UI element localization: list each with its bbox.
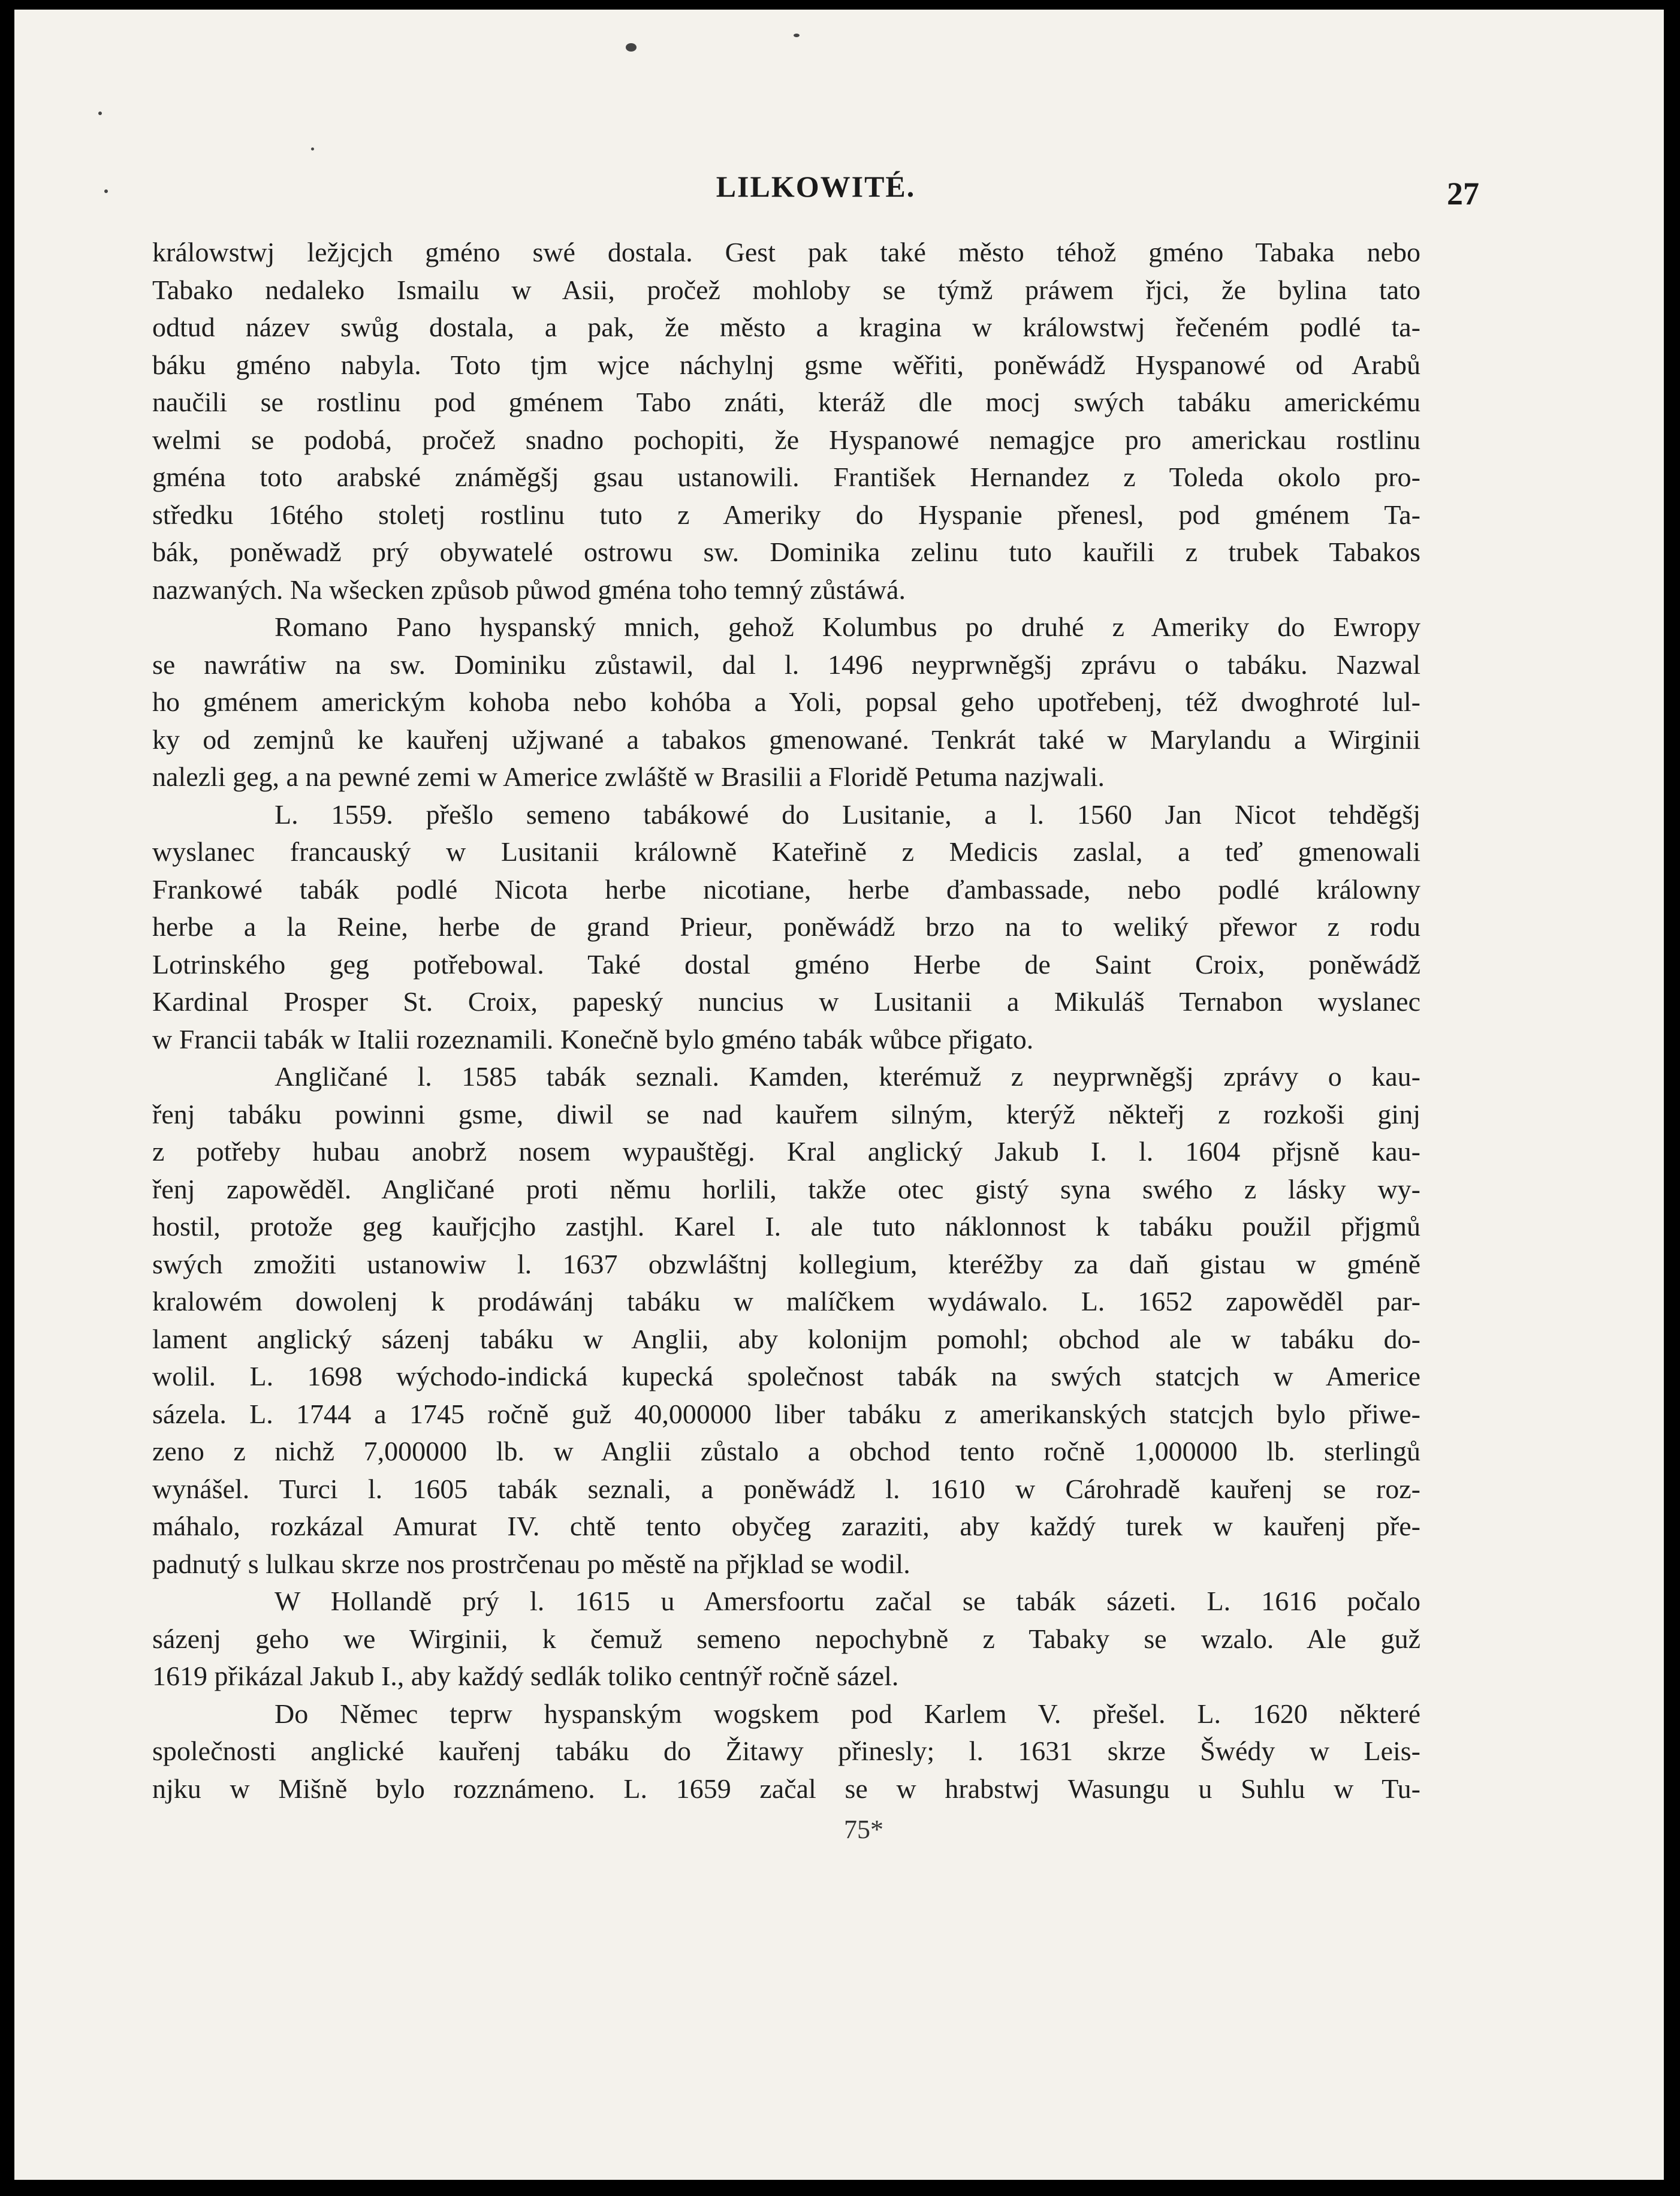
text-line: lament anglický sázenj tabáku w Anglii, aby kolonijm pomohl; obchod ale w tabáku do-	[152, 1323, 1420, 1354]
text-line: herbe a la Reine, herbe de grand Prieur, poněwádž brzo na to weliký přewor z rodu	[152, 911, 1420, 942]
text-line: hostil, protože geg kauřjcjho zastjhl. Karel I. ale tuto náklonnost k tabáku použil přjgmů	[152, 1211, 1420, 1242]
text-line: Romano Pano hyspanský mnich, gehož Kolumbus po druhé z Ameriky do Ewropy	[275, 611, 1420, 642]
ink-speck	[311, 147, 314, 150]
text-line: gména toto arabské známěgšj gsau ustanowili. František Hernandez z Toleda okolo pro-	[152, 462, 1420, 492]
text-line: ky od zemjnů ke kauřenj užjwané a tabakos gmenowané. Tenkrát také w Marylandu a Wirginii	[152, 724, 1420, 755]
paragraph	[152, 1058, 1420, 1583]
text-line: středku 16tého stoletj rostlinu tuto z Ameriky do Hyspanie přenesl, pod gménem Ta-	[152, 499, 1420, 530]
text-line: řenj tabáku powinni gsme, diwil se nad kauřem silným, kterýž někteřj z rozkoši ginj	[152, 1098, 1420, 1129]
page-number: 27	[1447, 176, 1479, 212]
ink-speck	[794, 34, 800, 37]
text-line: naučili se rostlinu pod gménem Tabo znáti, kteráž dle mocj swých tabáku americkému	[152, 387, 1420, 417]
text-line: se nawrátiw na sw. Dominiku zůstawil, dal l. 1496 neyprwněgšj zprávu o tabáku. Nazwal	[152, 649, 1420, 680]
text-line: L. 1559. přešlo semeno tabákowé do Lusitanie, a l. 1560 Jan Nicot tehděgšj	[275, 799, 1420, 830]
paragraph	[152, 1583, 1420, 1695]
text-line: sázenj geho we Wirginii, k čemuž semeno nepochybně z Tabaky se wzalo. Ale guž	[152, 1623, 1420, 1654]
running-title: LILKOWITÉ.	[716, 170, 916, 203]
signature-mark: 75*	[844, 1815, 883, 1844]
text-line: bák, poněwadž prý obywatelé ostrowu sw. Dominika zelinu tuto kauřili z trubek Tabakos	[152, 537, 1420, 567]
paragraph	[152, 1695, 1420, 1808]
text-line: báku gméno nabyla. Toto tjm wjce náchylnj gsme wěřiti, poněwádž Hyspanowé od Arabů	[152, 349, 1420, 380]
text-line: w Francii tabák w Italii rozeznamili. Konečně bylo gméno tabák wůbce přigato.	[152, 1023, 1034, 1055]
text-line: sázela. L. 1744 a 1745 ročně guž 40,000000 liber tabáku z amerikanských statcjch bylo přiwe-	[152, 1398, 1420, 1429]
scanned-page	[14, 10, 1664, 2180]
text-line: swých zmožiti ustanowiw l. 1637 obzwláštnj kollegium, kteréžby za daň gistau w gméně	[152, 1248, 1420, 1279]
text-line: nazwaných. Na wšecken způsob půwod gména toho temný zůstáwá.	[152, 574, 906, 605]
text-line: padnutý s lulkau skrze nos prostrčenau po městě na přjklad se wodil.	[152, 1548, 910, 1579]
paragraph	[152, 609, 1420, 796]
text-line: njku w Mišně bylo rozznámeno. L. 1659 začal se w hrabstwj Wasungu u Suhlu w Tu-	[152, 1773, 1420, 1804]
text-line: Frankowé tabák podlé Nicota herbe nicotiane, herbe ďambassade, nebo podlé králowny	[152, 873, 1420, 905]
text-line: společnosti anglické kauřenj tabáku do Žitawy přinesly; l. 1631 skrze Šwédy w Leis-	[152, 1736, 1420, 1766]
text-line: odtud název swůg dostala, a pak, že město a kragina w králowstwj řečeném podlé ta-	[152, 312, 1420, 342]
text-line: máhalo, rozkázal Amurat IV. chtě tento obyčeg zaraziti, aby každý turek w kauřenj pře-	[152, 1511, 1420, 1541]
text-line: králowstwj ležjcjch gméno swé dostala. Gest pak také město téhož gméno Tabaka nebo	[152, 237, 1420, 267]
text-line: 1619 přikázal Jakub I., aby každý sedlák toliko centnýř ročně sázel.	[152, 1661, 899, 1691]
text-line: ho gménem americkým kohoba nebo kohóba a Yoli, popsal geho upotřebenj, též dwoghroté lul-	[152, 686, 1420, 717]
paragraph	[152, 234, 1420, 609]
text-line: W Hollandě prý l. 1615 u Amersfoortu začal se tabák sázeti. L. 1616 počalo	[275, 1586, 1420, 1616]
text-line: Lotrinského geg potřebowal. Také dostal gméno Herbe de Saint Croix, poněwádž	[152, 948, 1420, 980]
text-line: welmi se podobá, pročež snadno pochopiti, že Hyspanowé nemagjce pro americkau rostlinu	[152, 424, 1420, 455]
ink-speck	[626, 43, 637, 52]
body-text	[152, 234, 1420, 1808]
text-line: wynášel. Turci l. 1605 tabák seznali, a poněwádž l. 1610 w Cárohradě kauřenj se roz-	[152, 1473, 1420, 1504]
text-line: Angličané l. 1585 tabák seznali. Kamden, kterémuž z neyprwněgšj zprávy o kau-	[275, 1061, 1420, 1092]
text-line: wolil. L. 1698 wýchodo-indická kupecká společnost tabák na swých statcjch w Americe	[152, 1361, 1420, 1391]
text-line: Kardinal Prosper St. Croix, papeský nuncius w Lusitanii a Mikuláš Ternabon wyslanec	[152, 986, 1420, 1017]
page-header	[152, 169, 1479, 223]
text-line: zeno z nichž 7,000000 lb. w Anglii zůstalo a obchod tento ročně 1,000000 lb. sterlingů	[152, 1436, 1420, 1466]
ink-speck	[98, 112, 102, 115]
text-line: Do Němec teprw hyspanským wogskem pod Karlem V. přešel. L. 1620 některé	[275, 1698, 1420, 1729]
paragraph	[152, 796, 1420, 1059]
text-line: kralowém dowolenj k prodáwánj tabáku w malíčkem wydáwalo. L. 1652 zapowěděl par-	[152, 1286, 1420, 1317]
text-line: nalezli geg, a na pewné zemi w Americe zwláště w Brasilii a Floridě Petuma nazjwali.	[152, 761, 1105, 792]
text-line: Tabako nedaleko Ismailu w Asii, pročež mohloby se týmž práwem řjci, že bylina tato	[152, 274, 1420, 305]
ink-speck	[104, 189, 108, 193]
text-line: wyslanec francauský w Lusitanii králowně Kateřině z Medicis zaslal, a teď gmenowali	[152, 836, 1420, 867]
text-line: řenj zapowěděl. Angličané proti němu horlili, takže otec gistý syna swého z lásky wy-	[152, 1173, 1420, 1204]
text-line: z potřeby hubau anobrž nosem wypauštěgj. Kral anglický Jakub I. l. 1604 přjsně kau-	[152, 1136, 1420, 1167]
